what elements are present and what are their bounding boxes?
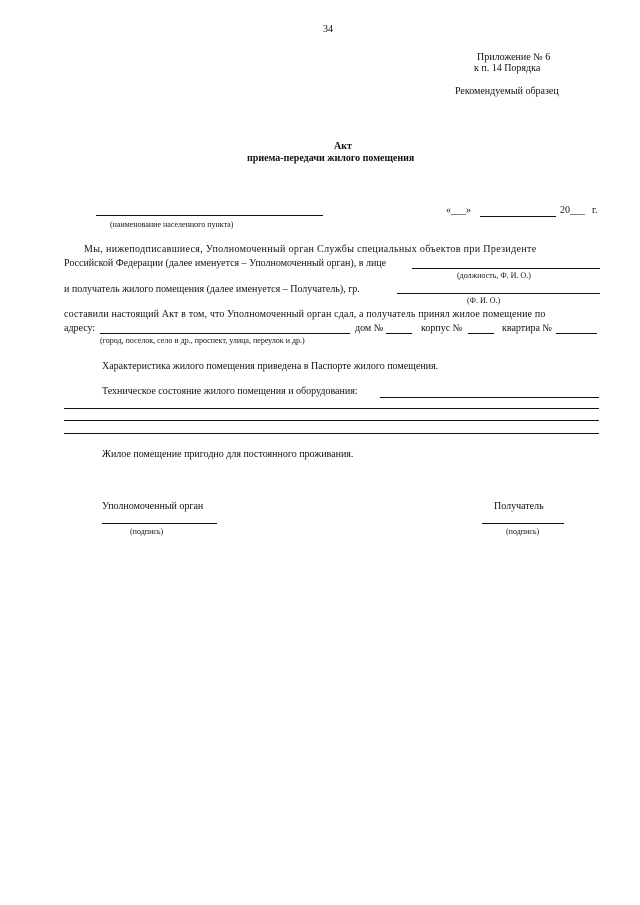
building-line[interactable] <box>468 333 494 334</box>
locality-line[interactable] <box>96 215 323 216</box>
house-label: дом № <box>355 323 384 334</box>
technical-line-1[interactable] <box>380 397 599 398</box>
date-year-blank[interactable]: ___ <box>570 205 585 216</box>
page-number: 34 <box>323 24 333 35</box>
apartment-line[interactable] <box>556 333 597 334</box>
right-signature-caption: (подпись) <box>506 527 540 536</box>
para2: и получатель жилого помещения (далее именуется – Получатель), гр. <box>64 284 360 295</box>
right-signatory-title: Получатель <box>494 501 544 512</box>
address-label: адресу: <box>64 323 96 334</box>
fio-caption: (Ф. И. О.) <box>467 296 501 305</box>
date-year-prefix: 20 <box>560 205 570 216</box>
house-line[interactable] <box>386 333 412 334</box>
appendix-number: Приложение № 6 <box>477 52 551 63</box>
address-caption: (город, поселок, село и др., проспект, улица, переулок и др.) <box>100 336 305 345</box>
date-field <box>446 205 471 216</box>
technical-line-3[interactable] <box>64 420 599 421</box>
date-close-quote: » <box>466 205 471 216</box>
date-open-quote: « <box>446 205 451 216</box>
act-title: Акт <box>334 141 352 152</box>
technical-line-2[interactable] <box>64 408 599 409</box>
para3-line1: составили настоящий Акт в том, что Уполномоченный орган сдал, а получатель принял жилое помещение по <box>64 309 546 320</box>
fio-line[interactable] <box>397 293 600 294</box>
left-signature-line[interactable] <box>102 523 217 524</box>
left-signatory-title: Уполномоченный орган <box>102 501 204 512</box>
building-label: корпус № <box>421 323 463 334</box>
date-month-line[interactable] <box>480 216 556 217</box>
position-line[interactable] <box>412 268 600 269</box>
right-signature-line[interactable] <box>482 523 564 524</box>
para1-line2: Российской Федерации (далее именуется – Уполномоченный орган), в лице <box>64 258 387 269</box>
date-year <box>560 205 585 216</box>
suitable-text: Жилое помещение пригодно для постоянного проживания. <box>102 449 354 460</box>
para1-line1: Мы, нижеподписавшиеся, Уполномоченный орган Службы специальных объектов при Президенте <box>84 244 537 255</box>
characteristics-text: Характеристика жилого помещения приведена в Паспорте жилого помещения. <box>102 361 439 372</box>
date-suffix: г. <box>592 205 598 216</box>
act-subtitle: приема-передачи жилого помещения <box>247 153 415 164</box>
date-day-blank[interactable]: ___ <box>451 205 466 216</box>
address-line[interactable] <box>100 333 350 334</box>
position-caption: (должность, Ф. И. О.) <box>457 271 531 280</box>
apartment-label: квартира № <box>502 323 552 334</box>
locality-caption: (наименование населенного пункта) <box>110 220 234 229</box>
left-signature-caption: (подпись) <box>130 527 164 536</box>
appendix-reference: к п. 14 Порядка <box>474 63 541 74</box>
technical-text: Техническое состояние жилого помещения и оборудования: <box>102 386 358 397</box>
technical-line-4[interactable] <box>64 433 599 434</box>
recommended-sample: Рекомендуемый образец <box>455 86 559 97</box>
